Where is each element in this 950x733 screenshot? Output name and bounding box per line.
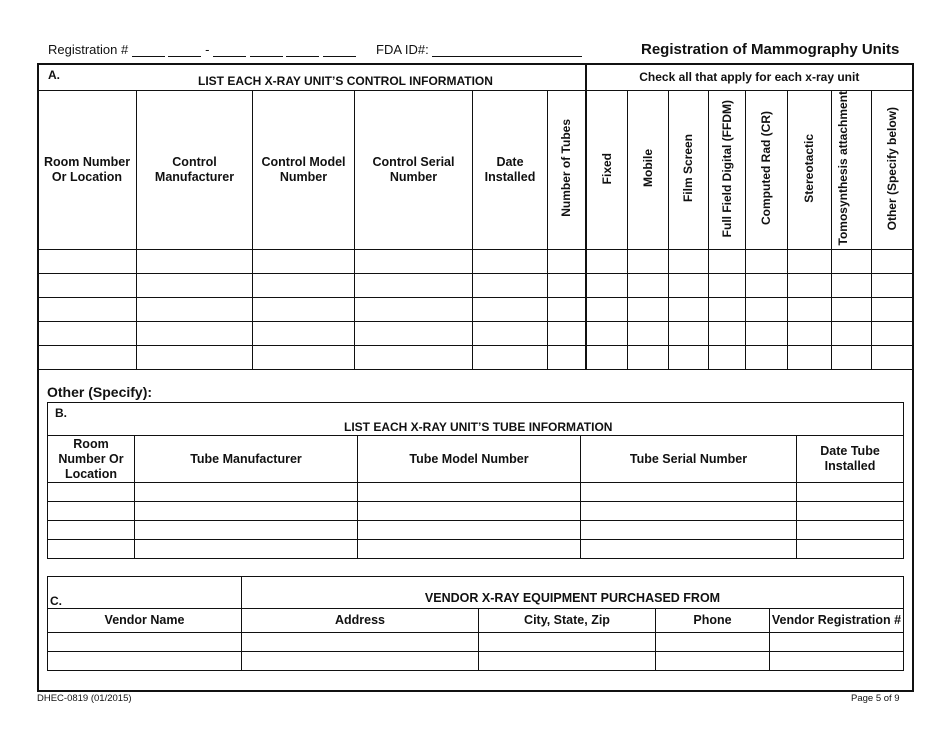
table-row[interactable]: [48, 483, 904, 502]
section-b-header: [48, 403, 904, 436]
tube-info-table: [47, 402, 904, 559]
registration-line: Registration # -: [48, 42, 356, 57]
table-row[interactable]: [38, 250, 913, 274]
col-tube-date-installed: Date Tube Installed: [797, 436, 904, 483]
col-fixed: Fixed: [586, 91, 628, 250]
registration-field-6[interactable]: [323, 43, 356, 57]
table-row[interactable]: [48, 502, 904, 521]
section-c-heading: VENDOR X-RAY EQUIPMENT PURCHASED FROM: [242, 577, 904, 609]
col-control-manufacturer: Control Manufacturer: [137, 91, 253, 250]
col-other-specify: Other (Specify below): [872, 91, 913, 250]
col-tube-room-number: Room Number Or Location: [48, 436, 135, 483]
section-b-letter: B.: [55, 406, 67, 420]
table-row[interactable]: [38, 274, 913, 298]
col-mobile: Mobile: [628, 91, 669, 250]
table-row[interactable]: [48, 521, 904, 540]
page-number: Page 5 of 9: [851, 693, 900, 704]
col-vendor-address: Address: [242, 609, 479, 633]
fda-line: [376, 42, 582, 57]
table-row[interactable]: [48, 540, 904, 559]
col-vendor-phone: Phone: [656, 609, 770, 633]
registration-field-2[interactable]: [168, 43, 201, 57]
vendor-table: [47, 576, 904, 671]
col-control-model: Control Model Number: [253, 91, 355, 250]
col-ffdm: Full Field Digital (FFDM): [709, 91, 746, 250]
section-a-heading: LIST EACH X-RAY UNIT’S CONTROL INFORMATION: [198, 74, 493, 88]
table-row[interactable]: [48, 633, 904, 652]
col-date-installed: Date Installed: [473, 91, 548, 250]
col-room-number: Room Number Or Location: [38, 91, 137, 250]
section-c-letter: C.: [50, 594, 62, 608]
col-tube-manufacturer: Tube Manufacturer: [135, 436, 358, 483]
control-info-table: [37, 63, 913, 370]
col-vendor-registration: Vendor Registration #: [770, 609, 904, 633]
table-row[interactable]: [38, 346, 913, 370]
form-id: DHEC-0819 (01/2015): [37, 693, 132, 704]
table-row[interactable]: [38, 322, 913, 346]
check-all-heading: Check all that apply for each x-ray unit: [586, 64, 913, 91]
col-tube-serial: Tube Serial Number: [581, 436, 797, 483]
col-computed-rad: Computed Rad (CR): [746, 91, 788, 250]
section-a-header: [38, 64, 586, 91]
page-title: Registration of Mammography Units: [641, 41, 900, 58]
registration-label: Registration #: [48, 42, 129, 57]
col-number-of-tubes: Number of Tubes: [548, 91, 586, 250]
fda-label: FDA ID#:: [376, 42, 429, 57]
fda-id-field[interactable]: [432, 43, 582, 57]
table-row[interactable]: [38, 298, 913, 322]
section-b-heading: LIST EACH X-RAY UNIT’S TUBE INFORMATION: [344, 420, 613, 434]
col-tomosynthesis: Tomosynthesis attachment: [832, 91, 872, 250]
registration-field-1[interactable]: [132, 43, 165, 57]
col-stereotactic: Stereotactic: [788, 91, 832, 250]
col-film-screen: Film Screen: [669, 91, 709, 250]
table-row[interactable]: [48, 652, 904, 671]
section-a-letter: A.: [48, 68, 60, 82]
other-specify-label: Other (Specify):: [47, 384, 153, 400]
registration-field-4[interactable]: [250, 43, 283, 57]
registration-field-3[interactable]: [213, 43, 246, 57]
col-vendor-name: Vendor Name: [48, 609, 242, 633]
col-vendor-city-state-zip: City, State, Zip: [479, 609, 656, 633]
section-c-letter-cell: [48, 577, 242, 609]
col-tube-model: Tube Model Number: [358, 436, 581, 483]
registration-field-5[interactable]: [286, 43, 319, 57]
col-control-serial: Control Serial Number: [355, 91, 473, 250]
